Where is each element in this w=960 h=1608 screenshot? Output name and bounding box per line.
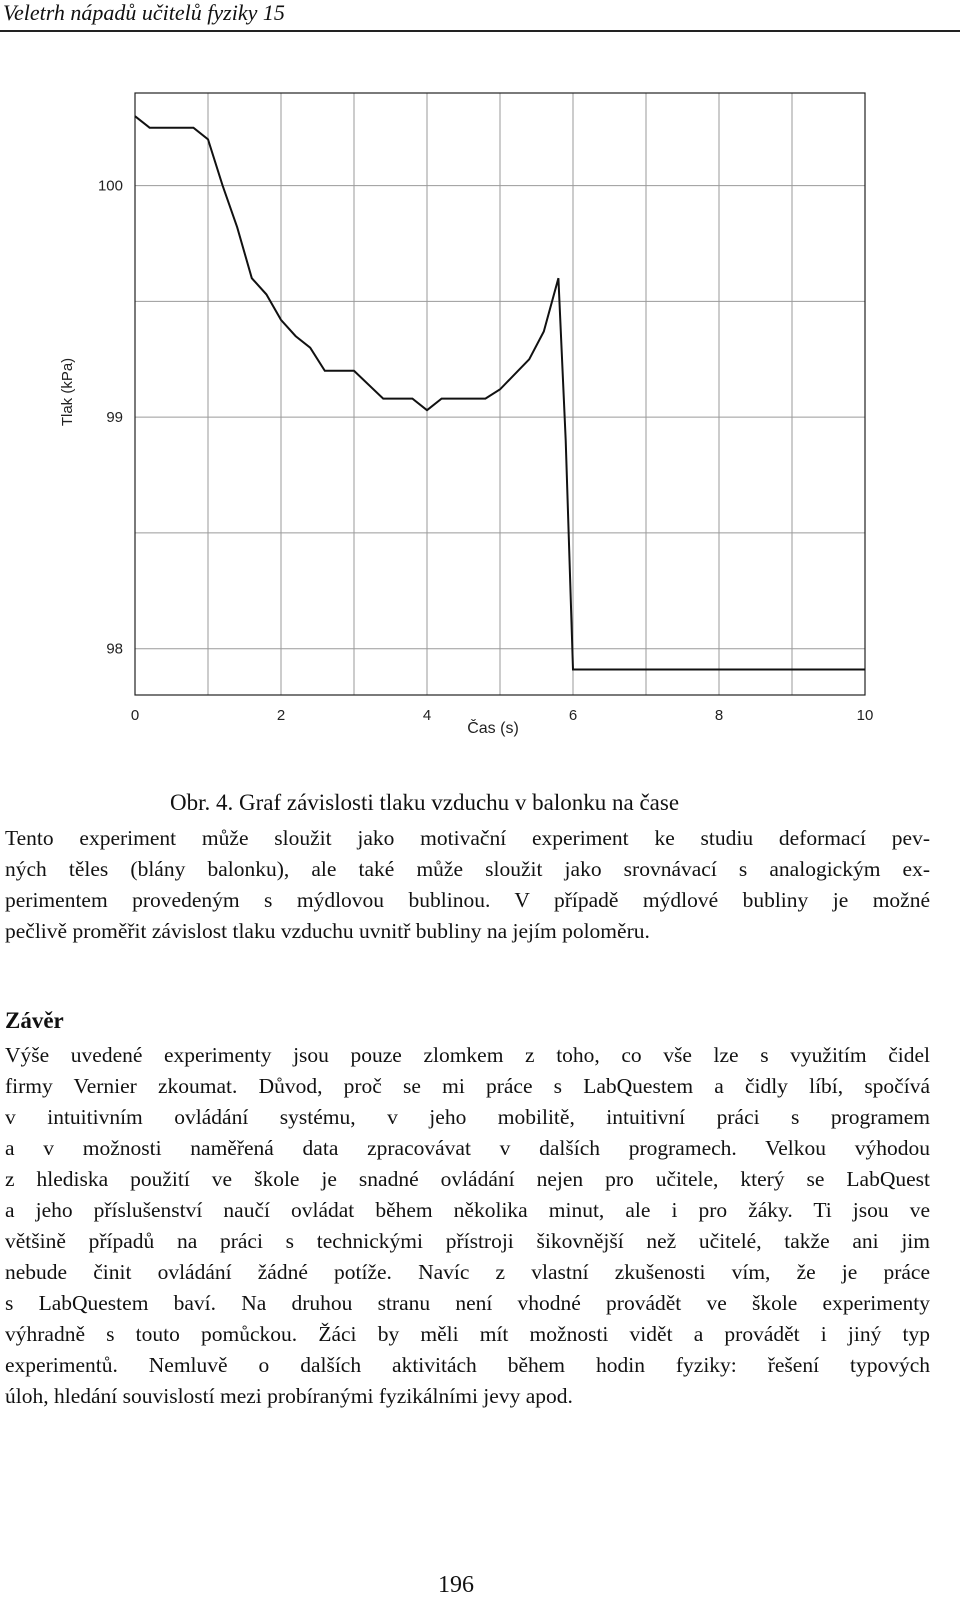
y-axis-label: Tlak (kPa): [59, 357, 76, 427]
x-tick-label: 2: [276, 707, 286, 724]
text-line: pečlivě proměřit závislost tlaku vzduchu uvnitř bubliny na jejím poloměru.: [5, 919, 650, 943]
paragraph-conclusion: [5, 1040, 930, 1412]
text-line: nebude činit ovládání žádné potíže. Navíc z vlastní zkušenosti vím, že je práce: [5, 1260, 930, 1284]
text-line: úloh, hledání souvislostí mezi probíranými fyzikálními jevy apod.: [5, 1384, 573, 1408]
y-tick-label: 98: [106, 640, 123, 658]
section-heading-conclusion: Závěr: [5, 1008, 64, 1033]
x-tick-label: 8: [714, 707, 724, 724]
x-tick-label: 10: [856, 707, 874, 724]
header-rule: [0, 30, 960, 32]
text-line: výhradně s touto pomůckou. Žáci by měli mít možnosti vidět a provádět i jiný typ: [5, 1322, 930, 1346]
text-line: z hlediska použití ve škole je snadné ovládání nejen pro učitele, který se LabQuest: [5, 1167, 930, 1191]
x-tick-label: 6: [568, 707, 578, 724]
paragraph-experiment: [5, 823, 930, 947]
text-line: Výše uvedené experimenty jsou pouze zlomkem z toho, co vše lze s využitím čidel: [5, 1043, 930, 1067]
x-axis-label: Čas (s): [467, 720, 519, 737]
text-line: s LabQuestem baví. Na druhou stranu není vhodné provádět ve škole experimenty: [5, 1291, 930, 1315]
text-line: a v možnosti naměřená data zpracovávat v dalších programech. Velkou výhodou: [5, 1136, 930, 1160]
figure-caption: Obr. 4. Graf závislosti tlaku vzduchu v balonku na čase: [170, 790, 680, 815]
y-tick-labels: [98, 178, 123, 658]
text-line: experimentů. Nemluvě o dalších aktivitách během hodin fyziky: řešení typových: [5, 1353, 930, 1377]
text-line: ných těles (blány balonku), ale také může sloužit jako srovnávací s analogickým ex-: [5, 857, 930, 881]
chart-grid: [135, 93, 865, 695]
text-line: v intuitivním ovládání systému, v jeho mobilitě, intuitivní práci s programem: [5, 1105, 930, 1129]
text-line: firmy Vernier zkoumat. Důvod, proč se mi práce s LabQuestem a čidly líbí, spočívá: [5, 1074, 930, 1098]
y-tick-label: 100: [97, 177, 123, 195]
text-line: Tento experiment může sloužit jako motivační experiment ke studiu deformací pev-: [5, 826, 930, 850]
pressure-time-chart: [0, 40, 960, 770]
text-line: perimentem provedeným s mýdlovou bublinou. V případě mýdlové bubliny je možné: [5, 888, 930, 912]
running-header-title: Veletrh nápadů učitelů fyziky 15: [3, 0, 285, 25]
page-number: 196: [438, 1572, 474, 1598]
text-line: většině případů na práci s technickými přístroji šikovnější než učitelé, takže ani jim: [5, 1229, 930, 1253]
x-tick-label: 4: [422, 707, 432, 724]
x-tick-label: 0: [130, 707, 140, 724]
text-line: a jeho příslušenství naučí ovládat během několika minut, ale i pro žáky. Ti jsou ve: [5, 1198, 930, 1222]
y-tick-label: 99: [106, 409, 123, 427]
